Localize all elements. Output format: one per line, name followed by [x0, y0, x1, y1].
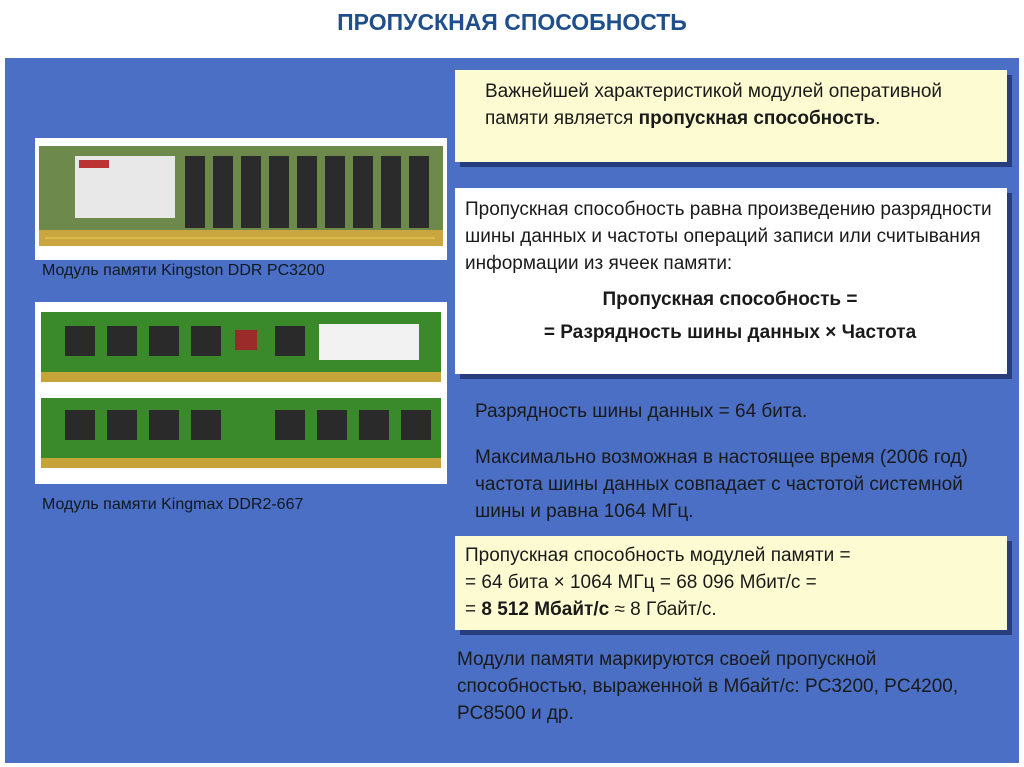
frequency-text: Максимально возможная в настоящее время (2006 год) частота шины данных совпадает с частотой системной шины и равна 1064 МГц. — [475, 447, 968, 522]
bus-width-text: Разрядность шины данных = 64 бита. — [475, 401, 808, 422]
marking-text: Модули памяти маркируются своей пропускной способностью, выраженной в Мбайт/с: PC3200, PC4200, PC8500 и др. — [457, 649, 959, 724]
formula-line-1: Пропускная способность = — [602, 289, 858, 310]
intro-text: Важнейшей характеристикой модулей оперативной памяти является — [485, 81, 943, 129]
formula-line-2: = Разрядность шины данных × Частота — [543, 322, 917, 343]
calc-line-3-suffix: ≈ 8 Гбайт/с. — [609, 599, 717, 620]
kingston-caption: Модуль памяти Kingston DDR PC3200 — [42, 262, 325, 279]
calc-line-3-prefix: = — [465, 599, 482, 620]
definition-box — [455, 188, 1007, 374]
intro-box — [455, 70, 1007, 162]
intro-end: . — [875, 108, 881, 129]
calc-line-1: Пропускная способность модулей памяти = — [465, 545, 851, 566]
calc-line-2: = 64 бита × 1064 МГц = 68 096 Мбит/с = — [465, 572, 817, 593]
kingmax-caption: Модуль памяти Kingmax DDR2-667 — [42, 496, 304, 513]
calculation-box — [455, 536, 1007, 630]
content-panel — [5, 58, 1019, 763]
intro-bold: пропускная способность — [638, 108, 876, 129]
kingston-module-image — [35, 138, 447, 260]
definition-text: Пропускная способность равна произведению разрядности шины данных и частоты операций записи или считывания информации из ячеек памяти: — [465, 199, 992, 274]
kingmax-module-image — [35, 302, 447, 484]
slide-title: ПРОПУСКНАЯ СПОСОБНОСТЬ — [337, 9, 687, 35]
calc-result-bold: 8 512 Мбайт/с — [481, 599, 610, 620]
